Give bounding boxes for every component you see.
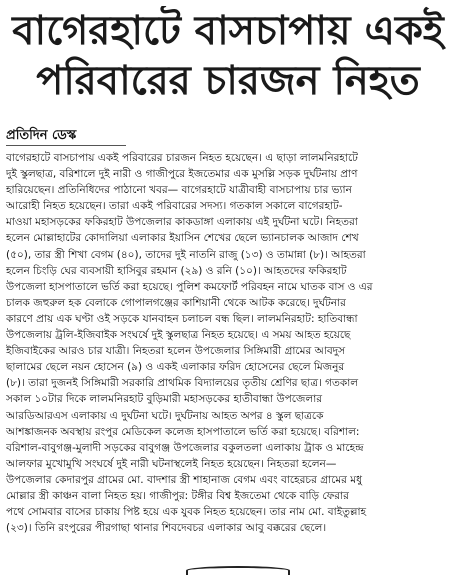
body-line: পথে সোমবার বাসের চাকায় পিষ্ট হয়ে এক যুবক নিহত হয়েছেন। তার নাম মো. বাইতুল্লাহ [6,506,367,519]
body-line: হারিয়েছেন। প্রতিনিধিদের পাঠানো খবর— বাগেরহাটে যাত্রীবাহী বাসচাপায় চার ভ্যান [6,184,352,197]
byline-divider [6,145,126,146]
body-line: (৫০), তার স্ত্রী শিখা বেগম (৪০), তাদের দুই নাতনি রাজু (১৩) ও তামান্না (৮)। আহতরা [6,248,366,261]
body-line: চালক জহুরুল হক বেলাকে গোপালগঞ্জের কাশিয়ানী থেকে আটক করেছে। দুর্ঘটনার [6,296,346,309]
body-line: হলেন চিংড়ি ঘের ব্যবসায়ী হাসিবুর রহমান (২৯) ও রনি (১০)। আহতদের ফকিরহাট [6,264,347,277]
article-body [6,150,450,560]
headline [0,6,456,106]
body-line: ছালামের ছেলে নয়ন হোসেন (৯) ও একই এলাকার ফরিদ হোসেনের ছেলে মিজনুর [6,361,345,374]
body-line: আশঙ্কাজনক অবস্থায় রংপুর মেডিকেল কলেজ হাসপাতালে ভর্তি করা হয়েছে। বরিশাল: [6,425,360,438]
body-line: (৮)। তারা দুজনই সিঙ্গিমারী সরকারি প্রাথমিক বিদ্যালয়ের তৃতীয় শ্রেণির ছাত্র। গতকাল [6,377,359,390]
body-line: আরোহী নিহত হয়েছেন। তারা একই পরিবারের সদস্য। গতকাল সকালে বাগেরহাট- [6,200,343,213]
body-line: বাগেরহাটে বাসচাপায় একই পরিবারের চারজন নিহত হয়েছেন। এ ছাড়া লালমনিরহাটে [6,152,358,164]
body-line: মোল্লার স্ত্রী কাঞ্চন বালা নিহত হয়। গাজীপুর: টঙ্গীর বিশ্ব ইজতেমা থেকে বাড়ি ফেরার [6,489,349,502]
body-line: আরডিআরএস এলাকায় এ দুর্ঘটনা ঘটে। দুর্ঘটনায় আহত অপর ৪ স্কুল ছাত্রকে [6,409,324,422]
headline-line-2: পরিবারের চারজন নিহত [36,58,420,104]
byline: প্রতিদিন ডেস্ক [6,128,77,143]
body-line: কারণে প্রায় এক ঘণ্টা ওই সড়কে যানবাহন চলাচল বন্ধ ছিল। লালমনিরহাট: হাতিবান্ধা [6,312,358,325]
body-line: দুই স্কুলছাত্র, বরিশালে দুই নারী ও গাজীপুরে ইজতেমার এক মুসল্লি সড়ক দুর্ঘটনায় প্রাণ [6,168,358,181]
body-line: হলেন মোল্লাহাটের কোদালিয়া এলাকার ইয়াসিন শেখের ছেলে ভ্যানচালক আজাদ শেখ [6,232,359,245]
body-line: উপজেলার কেদারপুর গ্রামের মো. বাদশার স্ত্রী শাহানাজ বেগম এবং বাহেরচর গ্রামের মধু [6,473,362,486]
body-line: (২৩)। তিনি রংপুরের পীরগাছা থানার শিবদেবচর এলাকার আবু বক্করের ছেলে। [6,522,327,535]
body-line: উপজেলায় ট্রলি-ইজিবাইক সংঘর্ষে দুই স্কুলছাত্র নিহত হয়েছে। এ সময় আহত হয়েছে [6,329,351,342]
body-line: বরিশাল-বাবুগঞ্জ-মুলাদী সড়কের বাবুগঞ্জ উপজেলার বকুলতলা এলাকায় ট্রাক ও মাহেন্দ্র [6,441,364,454]
body-line: উপজেলা হাসপাতালে ভর্তি করা হয়েছে। পুলিশ কমফোর্ট পরিবহন নামে ঘাতক বাস ও এর [6,280,373,293]
body-line: ইজিবাইকের আরও চার যাত্রী। নিহতরা হলেন উপজেলার সিঙ্গিমারী গ্রামের আবদুস [6,345,346,358]
cropped-graphic [186,566,290,575]
headline-line-1: বাগেরহাটে বাসচাপায় একই [12,8,444,54]
body-line: মাওয়া মহাসড়কের ফকিরহাট উপজেলার কাকডাঙ্গা এলাকায় এই দুর্ঘটনা ঘটে। নিহতরা [6,216,358,229]
body-line: আলফার মুখোমুখি সংঘর্ষে দুই নারী ঘটনাস্থলেই নিহত হয়েছেন। নিহতরা হলেন— [6,457,337,470]
body-line: সকাল ১০টার দিকে লালমনিরহাট বুড়িমারী মহাসড়কের হাতীবান্ধা উপজেলার [6,393,323,406]
